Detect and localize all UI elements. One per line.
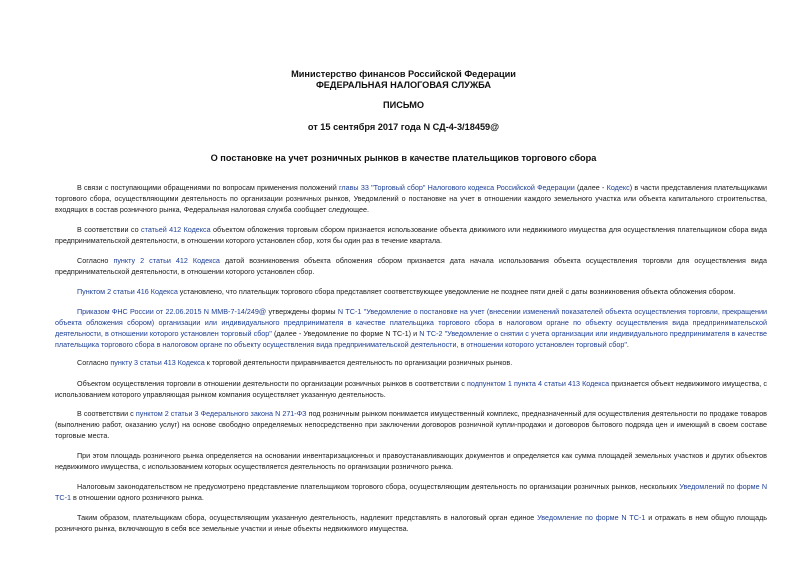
link-form-ts1[interactable]: N ТС-1 "Уведомление о постановке на учет (внесении изменений показателей объекта осуществления торговли, прекращении объекта обложения сбором) организации или индивидуального предпринимателя в качестве плательщика торгового сбора в налоговом органе по объекту осуществления вида предпринимательской деятельности, в отношении которого установлен торговый сбор"	[55, 307, 767, 339]
paragraph-5	[55, 306, 767, 350]
service-heading: ФЕДЕРАЛЬНАЯ НАЛОГОВАЯ СЛУЖБА	[315, 80, 492, 90]
paragraph-text: В связи с поступающими обращениями по вопросам применения положений	[77, 183, 339, 192]
paragraph-text: Таким образом, плательщикам сбора, осуществляющим указанную деятельность, надлежит представлять в налоговый орган единое	[77, 513, 538, 522]
paragraph-text: ) в части представления плательщиками торгового сбора, осуществляющими деятельность по организации розничных рынков, Уведомлений о постановке на учет в отношении каждого земельного участка или объекта капитального строительства, входящих в состав розничного рынка, Федеральная налоговая служба сообщает следующее.	[55, 183, 767, 215]
paragraph-text: к торговой деятельности приравнивается деятельность по организации розничных рынков.	[204, 358, 513, 367]
document-type: ПИСЬМО	[382, 100, 425, 110]
paragraph-text: .	[626, 340, 629, 350]
paragraph-text: В соответствии с	[77, 409, 136, 418]
paragraph-11	[55, 512, 767, 534]
paragraph-1	[55, 182, 767, 215]
link-order-fns[interactable]: Приказом ФНС России от 22.06.2015 N ММВ-7-14/249@	[77, 307, 267, 316]
paragraph-text: Налоговым законодательством не предусмотрено представление плательщиком торгового сбора, осуществляющим деятельность по организации розничных рынков, нескольких	[77, 482, 680, 491]
paragraph-text: Согласно	[77, 256, 114, 265]
link-notices-ts1[interactable]: Уведомлений по форме N ТС-1	[55, 482, 768, 503]
link-article-413-p4[interactable]: подпунктом 1 пункта 4 статьи 413 Кодекса	[466, 379, 610, 388]
link-article-413-p3[interactable]: пункту 3 статьи 413 Кодекса	[110, 358, 205, 367]
paragraph-text: объектом обложения торговым сбором признается использование объекта движимого или недвижимого имущества для осуществления плательщиком сбора вида предпринимательской деятельности, в отношении которого установлен сбор, хотя бы один раз в течение квартала.	[55, 225, 767, 246]
paragraph-text: датой возникновения объекта обложения сбором признается дата начала использования объекта осуществления торговли для осуществления вида предпринимательской деятельности, в отношении которого установлен сбор.	[55, 256, 767, 277]
paragraph-text: Объектом осуществления торговли в отношении деятельности по организации розничных рынков в соответствии с	[77, 379, 467, 388]
link-form-ts2[interactable]: N ТС-2 "Уведомление о снятии с учета организации или индивидуального предпринимателя в качестве плательщика торгового сбора в налоговом органе по объекту осуществления вида предпринимательской деятельности, в отношении которого установлен торговый сбор"	[55, 329, 767, 350]
paragraph-text: Согласно	[77, 358, 111, 367]
paragraph-6	[55, 357, 767, 368]
paragraph-7	[55, 378, 767, 400]
ministry-heading: Министерство финансов Российской Федерации	[291, 69, 516, 79]
paragraph-text: утверждены формы	[266, 307, 338, 316]
paragraph-text: признается объект недвижимого имущества, с использованием которого управляющая рынком компания осуществляет указанную деятельность.	[55, 379, 768, 400]
paragraph-text: При этом площадь розничного рынка определяется на основании инвентаризационных и правоустанавливающих документов и определяется как сумма площадей земельных участков и других объектов недвижимого имущества, с использованием которых осуществляется деятельность по организации розничного рынка.	[55, 451, 767, 472]
link-code[interactable]: Кодекс	[606, 183, 630, 192]
link-federal-law-271[interactable]: пунктом 2 статьи 3 Федерального закона N 271-ФЗ	[135, 409, 307, 418]
paragraph-text: установлено, что плательщик торгового сбора представляет соответствующее уведомление не позднее пяти дней с даты возникновения объекта обложения сбором.	[177, 287, 736, 296]
link-article-412-p2[interactable]: пункту 2 статьи 412 Кодекса	[113, 256, 220, 265]
paragraph-3	[55, 255, 767, 277]
paragraph-8	[55, 408, 767, 441]
paragraph-9	[55, 450, 767, 472]
document-subject: О постановке на учет розничных рынков в качестве плательщиков торгового сбора	[210, 153, 597, 163]
link-notice-ts1[interactable]: Уведомление по форме N ТС-1	[537, 513, 646, 522]
document-date-number: от 15 сентября 2017 года N СД-4-3/18459@	[307, 122, 500, 132]
paragraph-text: и отражать в нем общую площадь розничного рынка, включающую в себя все земельные участки и иные объекты недвижимого имущества.	[55, 513, 768, 534]
paragraph-text: в отношении одного розничного рынка.	[70, 493, 204, 503]
paragraph-10	[55, 481, 767, 503]
paragraph-2	[55, 224, 767, 246]
paragraph-text: В соответствии со	[77, 225, 142, 234]
paragraph-4	[55, 286, 767, 297]
link-chapter-33[interactable]: главы 33 "Торговый сбор" Налогового кодекса Российской Федерации	[338, 183, 575, 192]
paragraph-text: под розничным рынком понимается имущественный комплекс, предназначенный для осуществления деятельности по продаже товаров (выполнению работ, оказанию услуг) на основе свободно определяемых непосредственно при заключении договоров розничной купли-продажи и договоров бытового подряда цен и имеющий в своем составе торговые места.	[55, 409, 768, 441]
link-article-412[interactable]: статьей 412 Кодекса	[141, 225, 211, 234]
paragraph-text: (далее - Уведомление по форме N ТС-1) и	[271, 329, 420, 339]
link-article-416-p2[interactable]: Пунктом 2 статьи 416 Кодекса	[77, 287, 178, 296]
paragraph-text: (далее -	[574, 183, 607, 192]
